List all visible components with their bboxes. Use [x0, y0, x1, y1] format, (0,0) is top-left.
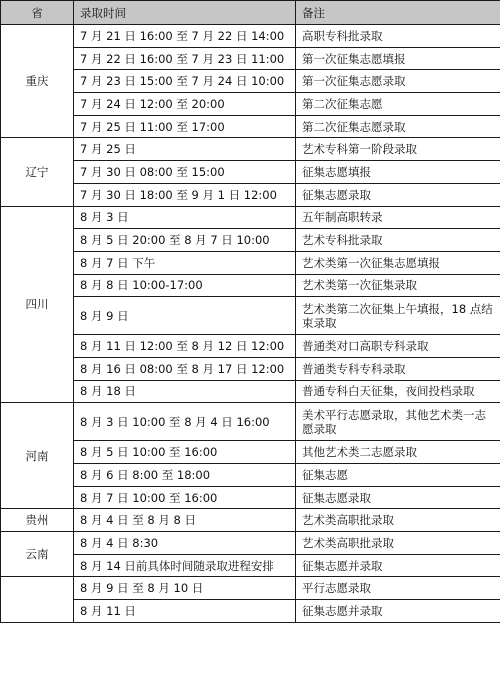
note-cell: 艺术类第一次征集录取: [296, 274, 500, 297]
table-row: [1, 161, 500, 184]
province-cell: 四川: [1, 206, 74, 403]
note-cell: 普通类专科专科录取: [296, 357, 500, 380]
note-cell: 平行志愿录取: [296, 577, 500, 600]
province-cell: 河南: [1, 403, 74, 509]
admission-time-cell: 7 月 21 日 16:00 至 7 月 22 日 14:00: [74, 25, 296, 48]
admission-time-cell: 7 月 30 日 08:00 至 15:00: [74, 161, 296, 184]
admission-time-cell: 8 月 7 日 10:00 至 16:00: [74, 486, 296, 509]
admission-time-cell: 7 月 25 日 11:00 至 17:00: [74, 115, 296, 138]
table-row: [1, 25, 500, 48]
table-row: [1, 464, 500, 487]
table-row: [1, 138, 500, 161]
header-time: 录取时间: [74, 1, 296, 25]
note-cell: 征集志愿并录取: [296, 554, 500, 577]
admission-time-cell: 7 月 25 日: [74, 138, 296, 161]
note-cell: 艺术专科批录取: [296, 229, 500, 252]
note-cell: 第一次征集志愿填报: [296, 47, 500, 70]
admission-time-cell: 8 月 3 日 10:00 至 8 月 4 日 16:00: [74, 403, 296, 441]
admission-time-cell: 8 月 14 日前具体时间随录取进程安排: [74, 554, 296, 577]
province-cell: 云南: [1, 532, 74, 577]
table-row: [1, 509, 500, 532]
table-row: [1, 532, 500, 555]
table-row: [1, 70, 500, 93]
table-row: [1, 297, 500, 335]
admission-time-cell: 8 月 11 日: [74, 600, 296, 623]
table-row: [1, 206, 500, 229]
admission-time-cell: 8 月 4 日 至 8 月 8 日: [74, 509, 296, 532]
header-row: [1, 1, 500, 25]
admission-time-cell: 7 月 22 日 16:00 至 7 月 23 日 11:00: [74, 47, 296, 70]
note-cell: 艺术类第二次征集上午填报，18 点结束录取: [296, 297, 500, 335]
note-cell: 高职专科批录取: [296, 25, 500, 48]
note-cell: 第二次征集志愿: [296, 93, 500, 116]
header-note: 备注: [296, 1, 500, 25]
admission-time-cell: 8 月 8 日 10:00-17:00: [74, 274, 296, 297]
table-row: [1, 115, 500, 138]
note-cell: 美术平行志愿录取，其他艺术类一志愿录取: [296, 403, 500, 441]
note-cell: 第二次征集志愿录取: [296, 115, 500, 138]
admission-time-cell: 8 月 7 日 下午: [74, 251, 296, 274]
note-cell: 征集志愿录取: [296, 183, 500, 206]
note-cell: 艺术类高职批录取: [296, 509, 500, 532]
admission-time-cell: 8 月 5 日 10:00 至 16:00: [74, 441, 296, 464]
province-cell: [1, 577, 74, 622]
admission-time-cell: 7 月 24 日 12:00 至 20:00: [74, 93, 296, 116]
admission-time-cell: 8 月 3 日: [74, 206, 296, 229]
note-cell: 征集志愿: [296, 464, 500, 487]
admission-time-cell: 8 月 9 日 至 8 月 10 日: [74, 577, 296, 600]
note-cell: 征集志愿填报: [296, 161, 500, 184]
admission-time-cell: 7 月 23 日 15:00 至 7 月 24 日 10:00: [74, 70, 296, 93]
table-row: [1, 251, 500, 274]
note-cell: 艺术类高职批录取: [296, 532, 500, 555]
table-row: [1, 600, 500, 623]
table-row: [1, 403, 500, 441]
header-province: 省: [1, 1, 74, 25]
admission-time-cell: 8 月 9 日: [74, 297, 296, 335]
admission-time-cell: 8 月 5 日 20:00 至 8 月 7 日 10:00: [74, 229, 296, 252]
note-cell: 其他艺术类二志愿录取: [296, 441, 500, 464]
table-row: [1, 93, 500, 116]
note-cell: 征集志愿并录取: [296, 600, 500, 623]
table-row: [1, 554, 500, 577]
admission-time-cell: 8 月 11 日 12:00 至 8 月 12 日 12:00: [74, 335, 296, 358]
note-cell: 五年制高职转录: [296, 206, 500, 229]
province-cell: 贵州: [1, 509, 74, 532]
admission-time-cell: 8 月 4 日 8:30: [74, 532, 296, 555]
table-row: [1, 183, 500, 206]
table-row: [1, 380, 500, 403]
admission-time-cell: 7 月 30 日 18:00 至 9 月 1 日 12:00: [74, 183, 296, 206]
table-row: [1, 577, 500, 600]
table-header: [1, 1, 500, 25]
province-cell: 重庆: [1, 25, 74, 138]
table-row: [1, 229, 500, 252]
table-row: [1, 486, 500, 509]
note-cell: 征集志愿录取: [296, 486, 500, 509]
note-cell: 普通类对口高职专科录取: [296, 335, 500, 358]
table-row: [1, 441, 500, 464]
admission-time-cell: 8 月 6 日 8:00 至 18:00: [74, 464, 296, 487]
note-cell: 艺术专科第一阶段录取: [296, 138, 500, 161]
table-row: [1, 47, 500, 70]
table-body: [1, 25, 500, 623]
table-row: [1, 274, 500, 297]
note-cell: 普通专科白天征集，夜间投档录取: [296, 380, 500, 403]
table-row: [1, 357, 500, 380]
table-row: [1, 335, 500, 358]
admission-time-cell: 8 月 18 日: [74, 380, 296, 403]
note-cell: 第一次征集志愿录取: [296, 70, 500, 93]
province-cell: 辽宁: [1, 138, 74, 206]
note-cell: 艺术类第一次征集志愿填报: [296, 251, 500, 274]
admission-time-cell: 8 月 16 日 08:00 至 8 月 17 日 12:00: [74, 357, 296, 380]
